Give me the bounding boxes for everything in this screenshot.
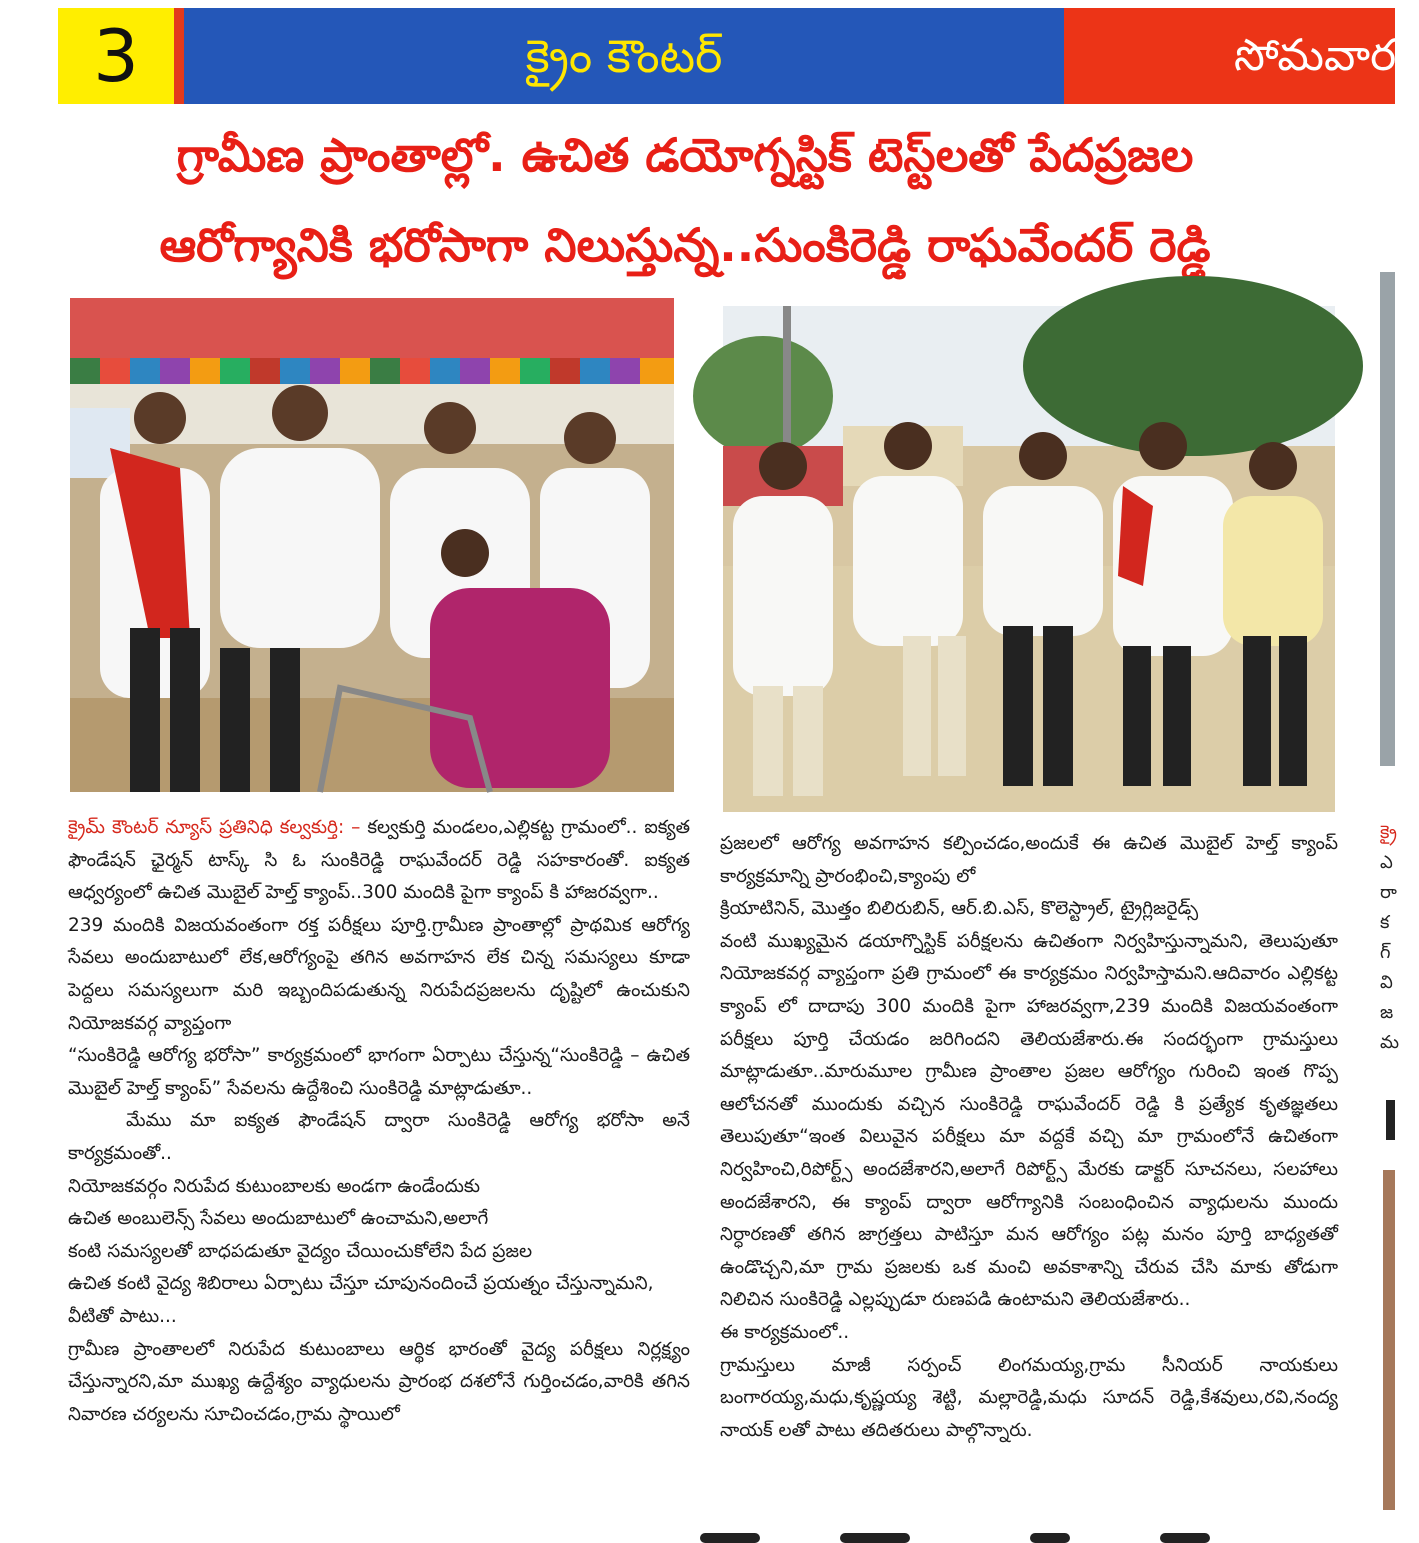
paragraph: ఉచిత అంబులెన్స్ సేవలు అందుబాటులో ఉంచామని,అలాగే xyxy=(68,1208,489,1230)
paragraph xyxy=(68,812,690,910)
paragraph: గ్రామస్తులు మాజీ సర్పంచ్ లింగమయ్య,గ్రామ సీనియర్ నాయకులు బంగారయ్య,మధు,కృష్ణయ్య శెట్టి, మల్లారెడ్డి,మధు సూదన్ రెడ్డి,కేశవులు,రవి,నంద్య నాయక్ లతో పాటు తదితరులు పాల్గొన్నారు. xyxy=(720,1354,1338,1441)
article-column-left xyxy=(68,812,690,1431)
adjacent-article-photo xyxy=(1380,272,1395,766)
paragraph: ప్రజలలో ఆరోగ్య అవగాహన కల్పించడం,అందుకే ఈ ఉచిత మొబైల్ హెల్త్ క్యాంప్ కార్యక్రమాన్ని ప్రారంభించి,క్యాంపు లో xyxy=(720,833,1338,887)
paragraph: “సుంకిరెడ్డి ఆరోగ్య భరోసా” కార్యక్రమంలో భాగంగా ఏర్పాటు చేస్తున్న“సుంకిరెడ్డి – ఉచిత మొబైల్ హెల్త్ క్యాంప్” సేవలను ఉద్దేశించి సుంకిరెడ్డి మాట్లాడుతూ.. xyxy=(68,1045,690,1099)
adjacent-headline-fragment xyxy=(1386,1100,1395,1140)
page-number: 3 xyxy=(58,8,174,104)
adjacent-text-fragment: ఎ xyxy=(1380,852,1393,873)
adjacent-text-fragment: క xyxy=(1380,912,1390,933)
photo-health-camp-illustration xyxy=(70,298,674,792)
adjacent-article-photo-2 xyxy=(1383,1170,1395,1510)
paragraph: క్రియాటినిన్, మొత్తం బిలిరుబిన్, ఆర్.బి.ఎస్, కొలెస్ట్రాల్, ట్రైగ్లిజరైడ్స్ xyxy=(720,898,1199,920)
photo-village-walk-illustration xyxy=(723,306,1335,812)
headline-line-2: ఆరోగ్యానికి భరోసాగా నిలుస్తున్న..సుంకిరెడ్డి రాఘవేందర్ రెడ్డి xyxy=(159,218,1211,272)
adjacent-text-fragment: మ xyxy=(1380,1032,1400,1053)
paragraph: వంటి ముఖ్యమైన డయాగ్నొస్టిక్ పరీక్షలను ఉచితంగా నిర్వహిస్తున్నామని, తెలుపుతూ నియోజకవర్గ వ్యాప్తంగా ప్రతి గ్రామంలో ఈ కార్యక్రమం నిర్వహిస్తామని.ఆదివారం ఎల్లికట్ట క్యాంప్ లో దాదాపు 300 మందికి పైగా హాజరవ్వగా,239 మందికి విజయవంతంగా పరీక్షలు పూర్తి చేయడం జరిగిందని తెలియజేశారు.ఈ సందర్భంగా గ్రామస్తులు మాట్లాడుతూ..మారుమూల గ్రామీణ ప్రాంతాల ప్రజల ఆరోగ్యం గురించి ఇంత గొప్ప ఆలోచనతో ముందుకు వచ్చిన సుంకిరెడ్డి రాఘవేందర్ రెడ్డి కి ప్రత్యేక కృతజ్ఞతలు తెలుపుతూ“ఇంత విలువైన పరీక్షలు మా వద్దకే వచ్చి మా గ్రామంలోనే ఉచితంగా నిర్వహించి,రిపోర్ట్స్ అందజేశారని,అలాగే రిపోర్ట్స్ మేరకు డాక్టర్ సూచనలు, సలహాలు అందజేశారని, ఈ క్యాంప్ ద్వారా ఆరోగ్యానికి సంబంధించిన వ్యాధులను ముందు నిర్ధారణతో తగిన జాగ్రత్తలు పాటిస్తూ మన ఆరోగ్యం పట్ల మనం పూర్తి బాధ్యతతో ఉండొచ్చని,మా గ్రామ ప్రజలకు ఒక మంచి అవకాశాన్ని చేరువ చేసి మాకు తోడుగా నిలిచిన సుంకిరెడ్డి ఎల్లప్పుడూ రుణపడి ఉంటామని తెలియజేశారు.. xyxy=(720,930,1338,1311)
paragraph: మేము మా ఐక్యత ఫౌండేషన్ ద్వారా సుంకిరెడ్డి ఆరోగ్య భరోసా అనే కార్యక్రమంతో.. xyxy=(68,1110,690,1164)
day-label: సోమవారం xyxy=(1064,8,1395,104)
photo-village-walk xyxy=(723,306,1335,812)
adjacent-text-fragment: క్రై xyxy=(1380,822,1397,843)
dateline: క్రైమ్ కౌంటర్ న్యూస్ ప్రతినిధి కల్వకుర్తి: – xyxy=(68,817,361,838)
adjacent-article-text xyxy=(1380,818,1400,1058)
article-column-right xyxy=(720,828,1338,1447)
paragraph: నియోజకవర్గం నిరుపేద కుటుంబాలకు అండగా ఉండేందుకు xyxy=(68,1175,480,1197)
adjacent-text-fragment: గ్ xyxy=(1380,942,1391,963)
section-title: క్రైం కౌంటర్ xyxy=(184,8,1064,104)
next-headline-cutoff xyxy=(700,1530,1220,1543)
paragraph: ఉచిత కంటి వైద్య శిబిరాలు ఏర్పాటు చేస్తూ చూపునందించే ప్రయత్నం చేస్తున్నామని, xyxy=(68,1273,654,1295)
headline-line-1: గ్రామీణ ప్రాంతాల్లో. ఉచిత డయోగ్నస్టిక్ టెస్ట్‌లతో పేదప్రజల xyxy=(176,128,1194,182)
adjacent-text-fragment: రా xyxy=(1380,882,1397,903)
paragraph: గ్రామీణ ప్రాంతాలలో నిరుపేద కుటుంబాలు ఆర్థిక భారంతో వైద్య పరీక్షలు నిర్లక్ష్యం చేస్తున్నారని,మా ముఖ్య ఉద్దేశ్యం వ్యాధులను ప్రారంభ దశలోనే గుర్తించడం,వారికి తగిన నివారణ చర్యలను సూచించడం,గ్రామ స్థాయిలో xyxy=(68,1338,690,1425)
paragraph: వీటితో పాటు... xyxy=(68,1305,177,1327)
paragraph: ఈ కార్యక్రమంలో.. xyxy=(720,1321,850,1343)
masthead xyxy=(0,8,1419,104)
paragraph: కంటి సమస్యలతో బాధపడుతూ వైద్యం చేయించుకోలేని పేద ప్రజల xyxy=(68,1240,533,1262)
photo-health-camp-tent xyxy=(70,298,674,792)
paragraph: 239 మందికి విజయవంతంగా రక్త పరీక్షలు పూర్తి.గ్రామీణ ప్రాంతాల్లో ప్రాథమిక ఆరోగ్య సేవలు అందుబాటులో లేక,ఆరోగ్యంపై తగిన అవగాహన లేక చిన్న సమస్యలు కూడా పెద్దలు సమస్యలుగా మరి ఇబ్బందిపడుతున్న నిరుపేదప్రజలను దృష్టిలో ఉంచుకుని నియోజకవర్గ వ్యాప్తంగా xyxy=(68,914,690,1034)
masthead-divider xyxy=(174,8,184,104)
paragraph-text: కల్వకుర్తి మండలం,ఎల్లికట్ట గ్రామంలో.. ఐక్యత ఫౌండేషన్ ఛైర్మన్ టాస్క్ సి ఓ సుంకిరెడ్డి రాఘవేందర్ రెడ్డి సహకారంతో. ఐక్యత ఆధ్వర్యంలో ఉచిత మొబైల్ హెల్త్ క్యాంప్..300 మందికి పైగా క్యాంప్ కి హాజరవ్వగా.. xyxy=(68,817,691,904)
adjacent-text-fragment: జ xyxy=(1380,1002,1394,1023)
adjacent-text-fragment: వి xyxy=(1380,972,1393,993)
